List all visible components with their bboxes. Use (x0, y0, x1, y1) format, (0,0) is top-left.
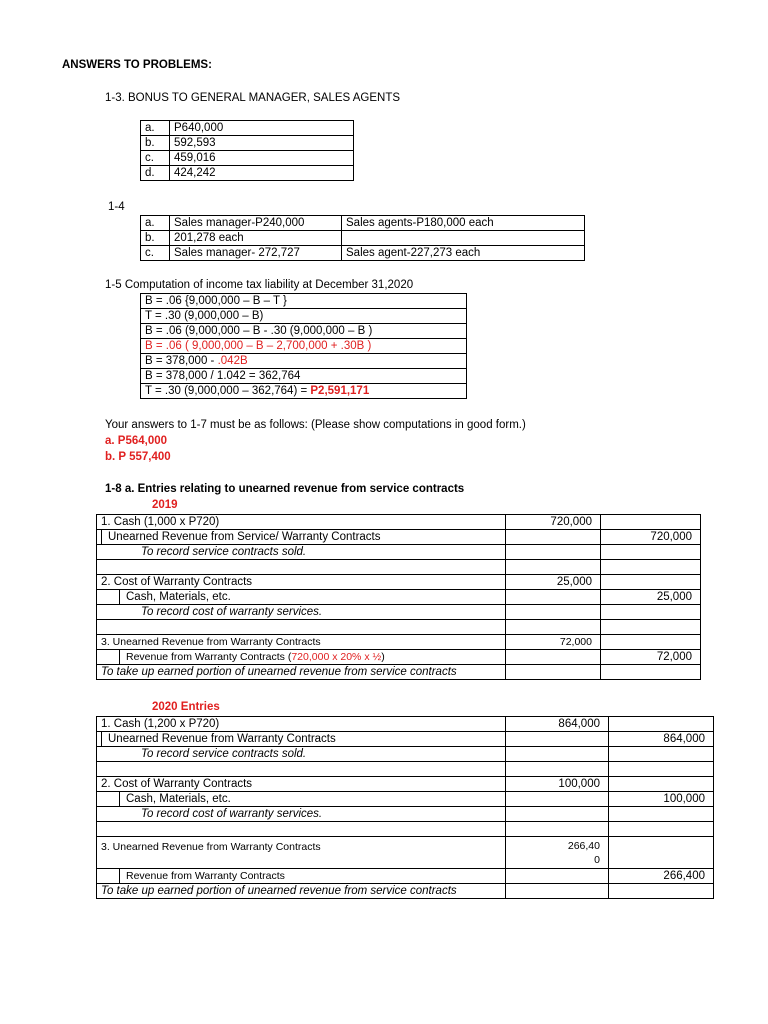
table-row: T = .30 (9,000,000 – 362,764) = P2,591,171 (141, 384, 467, 399)
table-row: To record cost of warranty services. (97, 807, 714, 822)
problem-1-4-table (140, 215, 585, 261)
problem-1-8-title: 1-8 a. Entries relating to unearned revenue from service contracts (105, 483, 465, 495)
table-row: Cash, Materials, etc. 100,000 (97, 792, 714, 807)
table-row: Cash, Materials, etc. 25,000 (97, 590, 701, 605)
table-row: To take up earned portion of unearned revenue from service contracts (97, 665, 701, 680)
table-row: Revenue from Warranty Contracts (720,000 x 20% x ½) 72,000 (97, 650, 701, 665)
problem-1-5-title: 1-5 Computation of income tax liability at December 31,2020 (105, 279, 414, 291)
table-row: To take up earned portion of unearned revenue from service contracts (97, 884, 714, 899)
table-row: B = .06 {9,000,000 – B – T } (141, 294, 467, 309)
answer-b: b. P 557,400 (105, 451, 171, 463)
year-2019-label: 2019 (152, 499, 178, 511)
year-2020-label: 2020 Entries (152, 701, 220, 713)
table-row (97, 762, 714, 777)
table-row: To record service contracts sold. (97, 747, 714, 762)
table-row (97, 822, 714, 837)
table-row (97, 560, 701, 575)
table-row: B = .06 (9,000,000 – B - .30 (9,000,000 – B ) (141, 324, 467, 339)
page-heading: ANSWERS TO PROBLEMS: (62, 59, 212, 71)
problem-1-7-intro: Your answers to 1-7 must be as follows: (Please show computations in good form.) (105, 419, 526, 431)
journal-2019-table (96, 514, 701, 680)
table-row: 3. Unearned Revenue from Warranty Contracts 266,40 0 (97, 837, 714, 869)
table-row: Revenue from Warranty Contracts 266,400 (97, 869, 714, 884)
table-row: 1. Cash (1,000 x P720) 720,000 (97, 515, 701, 530)
table-row: B = 378,000 / 1.042 = 362,764 (141, 369, 467, 384)
table-row: c. Sales manager- 272,727 Sales agent-227,273 each (141, 246, 585, 261)
table-row: To record cost of warranty services. (97, 605, 701, 620)
table-row: a. P640,000 (141, 121, 354, 136)
table-row: d. 424,242 (141, 166, 354, 181)
problem-1-4-title: 1-4 (108, 201, 125, 213)
table-row: 2. Cost of Warranty Contracts 100,000 (97, 777, 714, 792)
answer-a: a. P564,000 (105, 435, 168, 447)
table-row: 1. Cash (1,200 x P720) 864,000 (97, 717, 714, 732)
table-row: a. Sales manager-P240,000 Sales agents-P180,000 each (141, 216, 585, 231)
journal-2020-table (96, 716, 714, 899)
table-row: b. 201,278 each (141, 231, 585, 246)
problem-1-3-table (140, 120, 354, 181)
table-row: B = 378,000 - .042B (141, 354, 467, 369)
table-row: c. 459,016 (141, 151, 354, 166)
table-row: B = .06 ( 9,000,000 – B – 2,700,000 + .30B ) (141, 339, 467, 354)
table-row: 2. Cost of Warranty Contracts 25,000 (97, 575, 701, 590)
table-row: To record service contracts sold. (97, 545, 701, 560)
table-row: 3. Unearned Revenue from Warranty Contracts 72,000 (97, 635, 701, 650)
problem-1-3-title: 1-3. BONUS TO GENERAL MANAGER, SALES AGENTS (105, 92, 401, 104)
problem-1-5-table (140, 293, 467, 399)
table-row: T = .30 (9,000,000 – B) (141, 309, 467, 324)
table-row: b. 592,593 (141, 136, 354, 151)
table-row: Unearned Revenue from Service/ Warranty Contracts 720,000 (97, 530, 701, 545)
table-row (97, 620, 701, 635)
table-row: Unearned Revenue from Warranty Contracts 864,000 (97, 732, 714, 747)
